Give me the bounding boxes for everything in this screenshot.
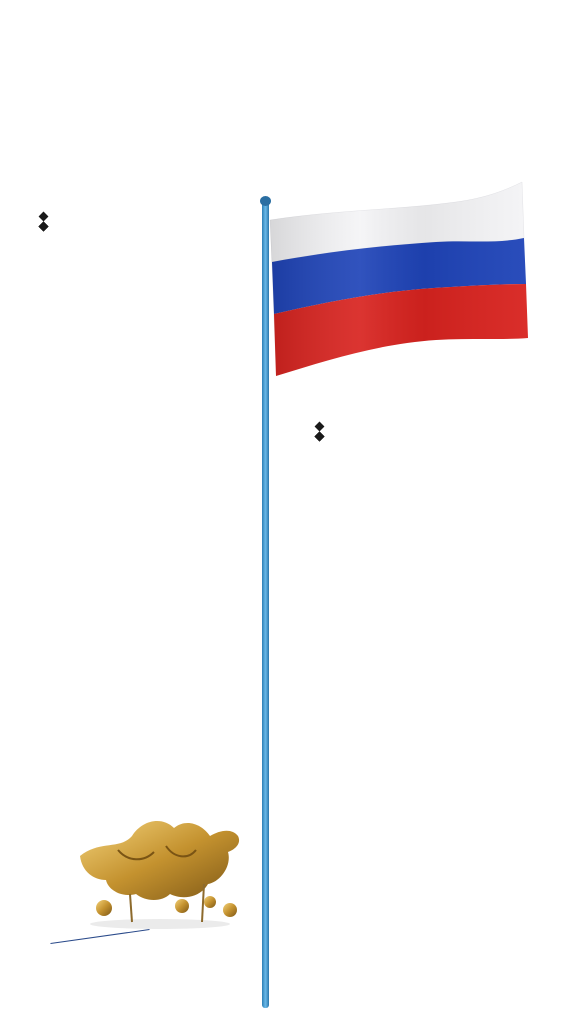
left-column — [38, 208, 248, 218]
russian-flag-icon — [266, 180, 530, 380]
right-column — [314, 418, 528, 428]
golden-sculpture-icon — [70, 810, 250, 960]
